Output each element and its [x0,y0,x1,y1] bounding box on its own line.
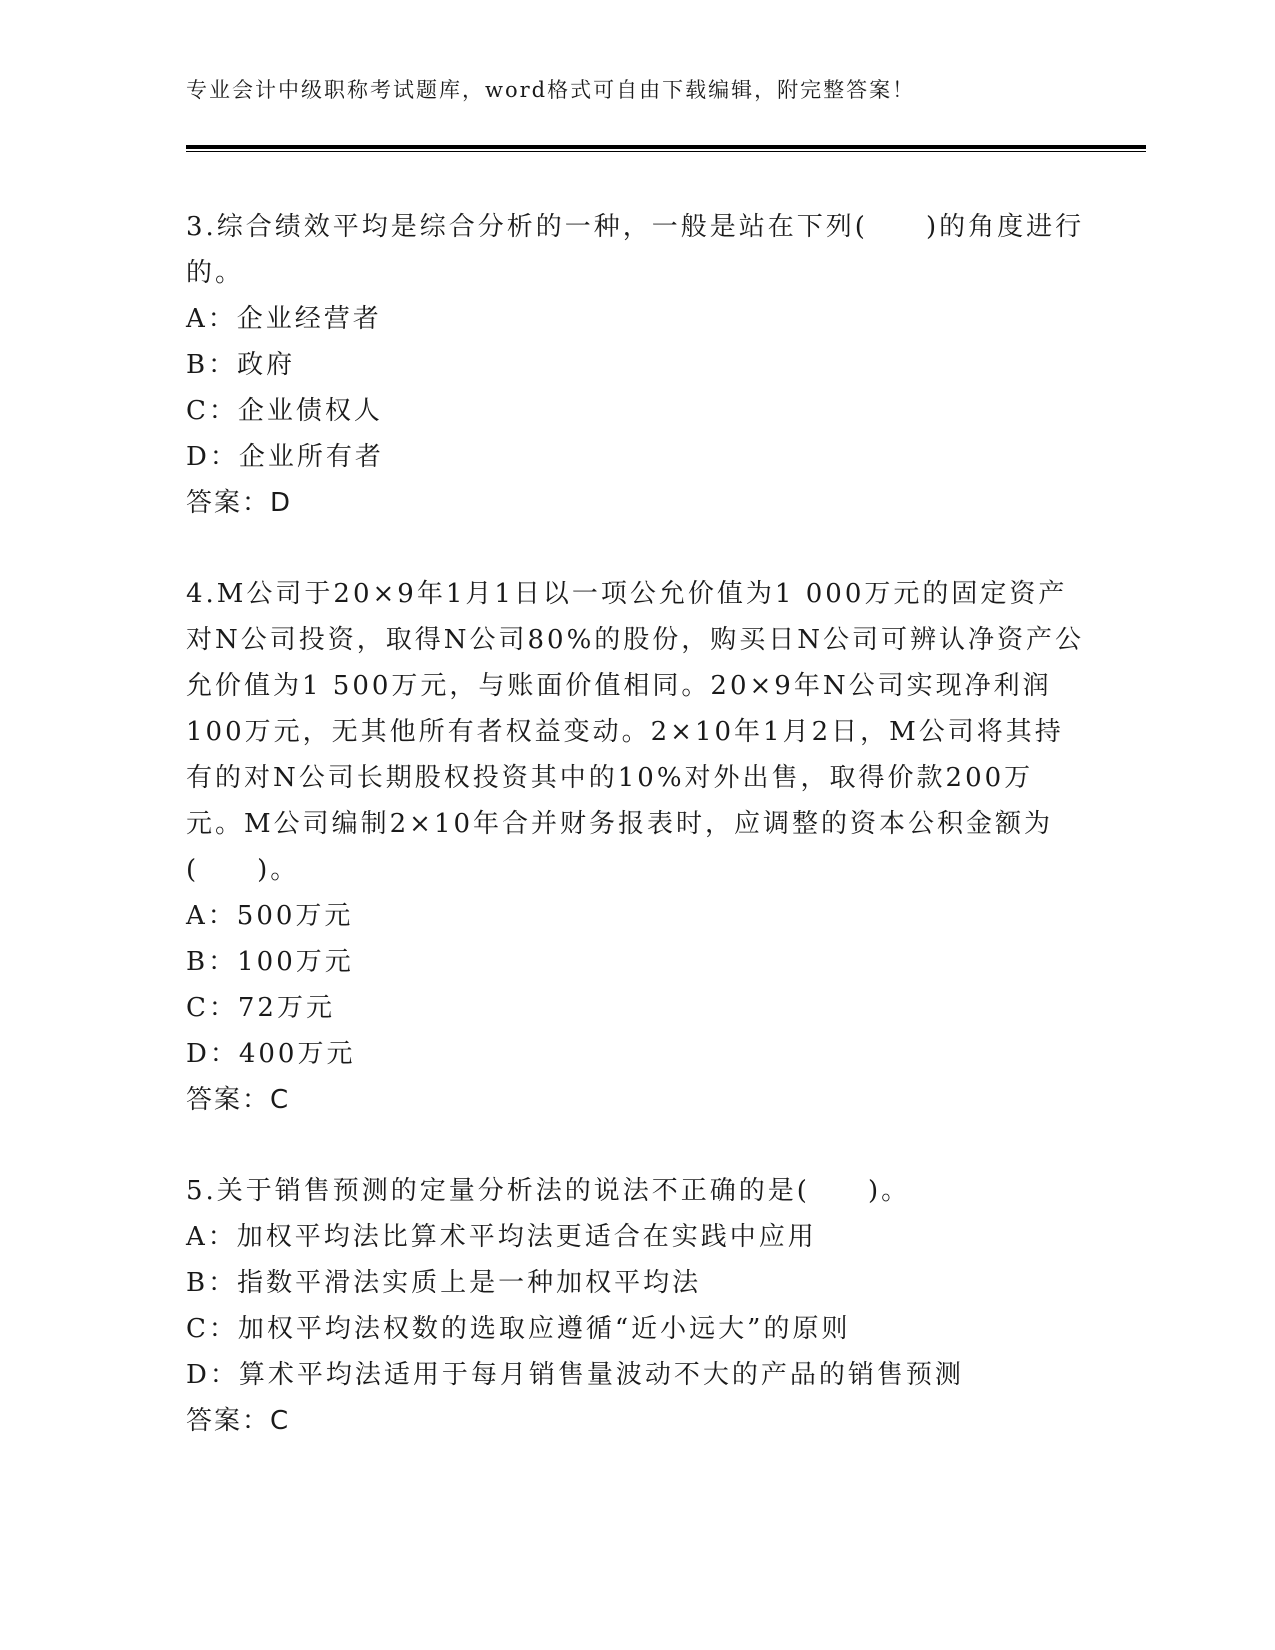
question-3 [186,204,1086,526]
option-list [186,296,1086,480]
option-a: A：企业经营者 [186,304,382,334]
option-list [186,1214,1086,1398]
answer: 答案：C [186,1406,291,1436]
question-text: 4.M公司于20×9年1月1日以一项公允价值为1 000万元的固定资产对N公司投资，取得N公司80%的股份，购买日N公司可辨认净资产公允价值为1 500万元，与账面价值相同。20×9年N公司实现净利润100万元，无其他所有者权益变动。2×10年1月2日，M公司将其持有的对N公司长期股权投资其中的10%对外出售，取得价款200万元。M公司编制2×10年合并财务报表时，应调整的资本公积金额为( )。 [186,579,1085,885]
option-d: D：企业所有者 [186,442,384,472]
question-text: 3.综合绩效平均是综合分析的一种，一般是站在下列( )的角度进行的。 [186,212,1085,288]
question-4 [186,571,1086,1123]
question-text: 5.关于销售预测的定量分析法的说法不正确的是( )。 [186,1176,911,1206]
option-c: C：企业债权人 [186,396,383,426]
option-b: B：100万元 [186,947,354,977]
question-list [186,204,1086,1489]
option-d: D：算术平均法适用于每月销售量波动不大的产品的销售预测 [186,1360,964,1390]
option-list [186,893,1086,1077]
option-c: C：加权平均法权数的选取应遵循“近小远大”的原则 [186,1314,851,1344]
option-a: A：500万元 [186,901,354,931]
option-d: D：400万元 [186,1039,356,1069]
header-rule-thick [186,145,1146,149]
page-header: 专业会计中级职称考试题库，word格式可自由下载编辑，附完整答案！ [186,78,916,102]
option-b: B：政府 [186,350,296,380]
header-rule-thin [186,151,1146,152]
answer: 答案：C [186,1085,291,1115]
option-b: B：指数平滑法实质上是一种加权平均法 [186,1268,702,1298]
option-a: A：加权平均法比算术平均法更适合在实践中应用 [186,1222,817,1252]
option-c: C：72万元 [186,993,335,1023]
question-5 [186,1168,1086,1444]
answer: 答案：D [186,488,293,518]
